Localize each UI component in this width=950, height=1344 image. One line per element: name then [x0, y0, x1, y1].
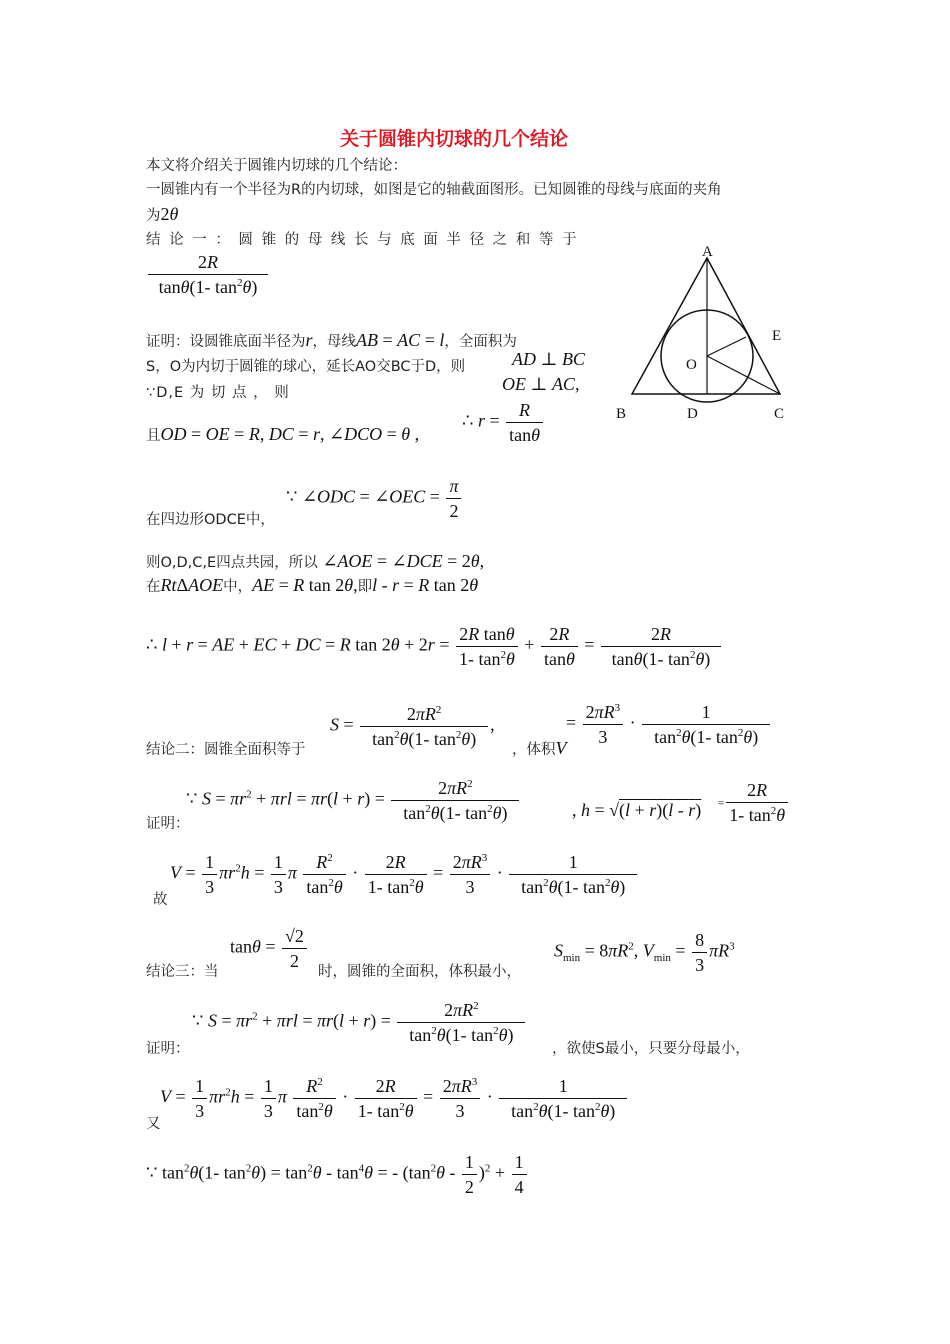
proof-1-line-2: S，O为内切于圆锥的球心，延长AO交BC于D，则 — [146, 359, 466, 375]
formula-rt-aoe: 在RtΔAOE中，AE = R tan 2θ,即l - r = R tan 2θ — [146, 575, 479, 595]
formula-v-proof-3: V = $\frac{1}{3}$ $\pi r^2h$ = $\frac{1}{3}$ π $\frac{R^2}{\tan^2\theta}$ · $\frac{2R}{1- \tan^2\theta}$ = $\frac{2\pi R^3}{3}$ · $\frac{1}{\tan^2\theta(1- \tan^2\theta)}$ — [160, 1074, 629, 1123]
intro-line-3 — [146, 204, 178, 225]
formula-denominator: ∵ $\tan^2\theta(1-$ $\tan^2\theta) = \tan^2\theta - \tan^4\theta$ = - ($\tan^2\theta$ - $\frac{1}{2}$ )$^2$ + $\frac{1}{4}$ — [146, 1150, 529, 1199]
formula-ab-ac-l: AB = AC = l — [356, 330, 445, 350]
angle-2theta: 2θ — [160, 204, 179, 224]
formula-angle-odc: ∵ ∠ODC = ∠OEC = $\frac{\pi}{2}$ — [286, 474, 463, 523]
formula-h-value: = $\frac{2R}{1- \tan^2\theta}$ — [718, 778, 790, 827]
page-title: 关于圆锥内切球的几个结论 — [340, 128, 569, 150]
intro-line-1: 本文将介绍关于圆锥内切球的几个结论： — [146, 158, 407, 174]
label-e: E — [772, 328, 782, 344]
quad-text: 在四边形ODCE中， — [146, 512, 275, 528]
volume-label-text: ，体积 — [512, 742, 556, 758]
label-b: B — [616, 406, 627, 422]
formula-l-plus-r: ∴ l + r = AE + EC + DC = R tan 2θ + 2r = $\frac{\text{2R tanθ}}{1- \tan^2\theta}$ + $\frac{2R}{\tan\theta}$ = $\frac{2R}{\tan\theta(1- \tan^2\theta)}$ — [146, 622, 723, 671]
conclusion-3-label: 结论三：当 — [146, 964, 219, 980]
proof-1-line-3: ∵D,E 为 切 点 ， 则 — [146, 385, 290, 401]
formula-ad-perp-bc: AD ⊥ BC — [512, 349, 585, 369]
proof-1-line-1 — [146, 330, 517, 351]
formula-r-equals: ∴ r = $\frac{R}{\tan\theta}$ — [462, 398, 545, 447]
proof-1-text-a: 证明：设圆锥底面半径为 — [146, 334, 306, 350]
conclusion-1-label: 结 论 一 ： 圆 锥 的 母 线 长 与 底 面 半 径 之 和 等 于 — [146, 232, 579, 248]
proof-1-text-b: ，母线 — [312, 334, 357, 350]
proof-2-label: 证明： — [146, 816, 190, 832]
formula-v-proof: V = $\frac{1}{3}$ $\pi r^2h$ = $\frac{1}{3}$ π $\frac{R^2}{\tan^2\theta}$ · $\frac{2R}{1- \tan^2\theta}$ = $\frac{2\pi R^3}{3}$ · $\frac{1}{\tan^2\theta(1- \tan^2\theta)}$ — [170, 850, 639, 899]
cone-cross-section-figure — [610, 236, 810, 426]
proof-3-label: 证明： — [146, 1041, 190, 1057]
triangle-abc — [632, 258, 780, 394]
formula-s-proof: ∵ $S = \pi r^2 + \pi rl = \pi r(l + r)$ = $\frac{2\pi R^2}{\tan^2\theta(1- \tan^2\theta)}$ — [186, 776, 521, 825]
concyclic-line — [146, 551, 484, 572]
rt-text-b: 中， — [223, 579, 253, 595]
conclusion-3-mid: 时，圆锥的全面积，体积最小， — [318, 964, 521, 980]
formula-od-oe-r: 且OD = OE = R, DC = r, ∠DCO = θ , — [146, 424, 420, 444]
volume-label — [512, 738, 567, 759]
intro-line-2: 一圆锥内有一个半径为R的内切球，如图是它的轴截面图形。已知圆锥的母线与底面的夹角 — [146, 182, 722, 198]
formula-s-area: S = $\frac{2\pi R^2}{\tan^2\theta(1- \tan^2\theta)}$ , — [330, 704, 495, 749]
conclusion-1-formula: $\frac{2R}{\tan\theta(1- \tan^2\theta)}$ — [146, 250, 270, 299]
formula-volume: = $\frac{2\pi R^3}{3}$ · $\frac{1}{\tan^2\theta(1- \tan^2\theta)}$ — [566, 700, 772, 749]
var-v: V — [555, 738, 567, 758]
conclusion-2-label: 结论二：圆锥全面积等于 — [146, 742, 306, 758]
formula-s-v-min: $S_{min} = 8\pi R^2$, $V_{min}$ = $\frac{8}{3}$ $\pi R^3$ — [554, 930, 735, 975]
intro-line-3-text: 为 — [146, 208, 161, 224]
label-c: C — [774, 406, 785, 422]
proof-3-tail: ，欲使S最小，只要分母最小， — [552, 1041, 750, 1057]
rt-text-a: 在 — [146, 579, 161, 595]
formula-angle-aoe: ∠AOE = ∠DCE = 2θ, — [322, 551, 485, 571]
formula-s-proof-3: ∵ $S = \pi r^2 + \pi rl = \pi r(l + r)$ = $\frac{2\pi R^2}{\tan^2\theta(1- \tan^2\theta)}$ — [192, 998, 527, 1047]
line-oe — [707, 337, 746, 356]
also-label: 又 — [146, 1116, 161, 1132]
concyclic-text: 则O,D,C,E四点共园，所以 — [146, 555, 318, 571]
formula-tan-theta: tanθ = $\frac{√2}{2}$ — [230, 924, 309, 973]
label-d: D — [687, 406, 698, 422]
rt-text-c: 即 — [357, 579, 373, 595]
formula-h: , h = √(l + r)(l - r) — [572, 800, 702, 820]
formula-oe-perp-ac: OE ⊥ AC, — [502, 374, 580, 394]
therefore-label: 故 — [153, 892, 168, 908]
var-r: r — [305, 330, 313, 350]
proof-1-text-f: 且 — [146, 428, 161, 444]
label-a: A — [702, 244, 713, 260]
proof-1-text-c: ，全面积为 — [444, 334, 517, 350]
label-o: O — [686, 357, 697, 373]
